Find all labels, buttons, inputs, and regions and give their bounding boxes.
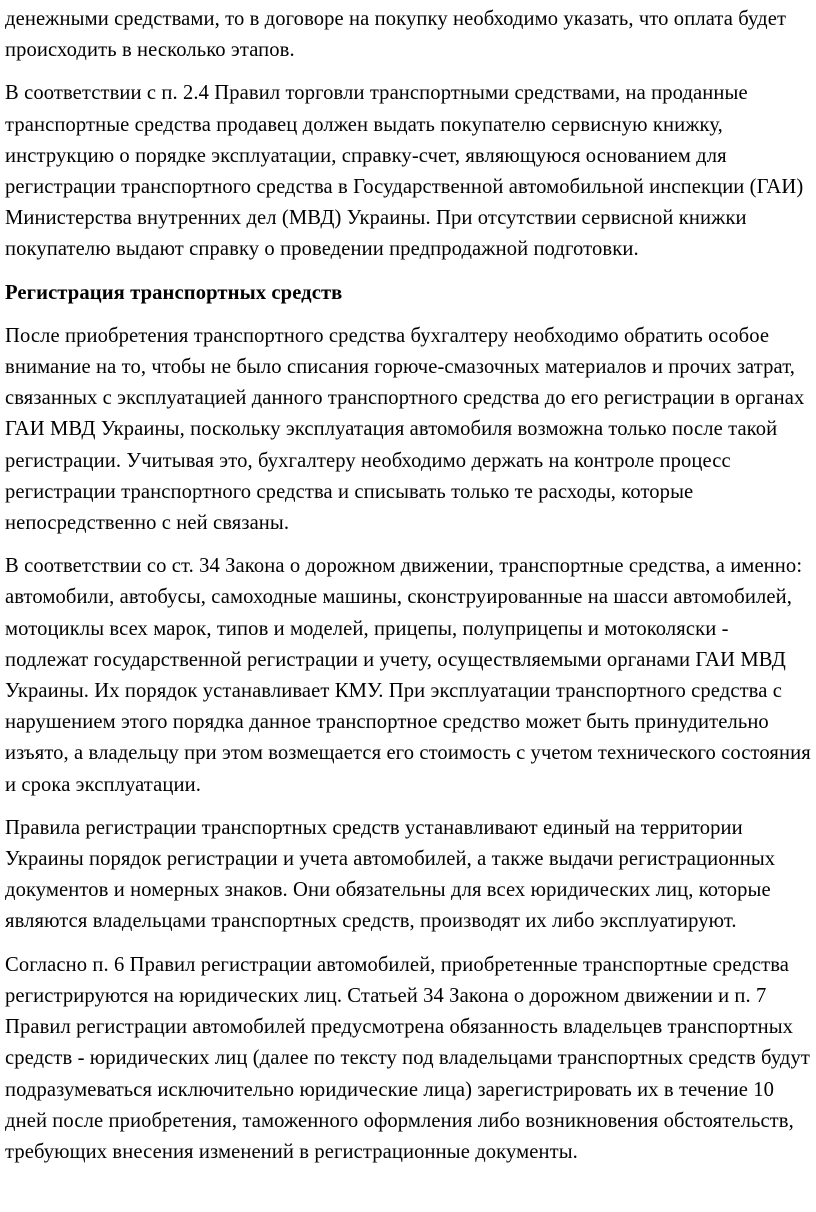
paragraph-registration-rules: Правила регистрации транспортных средств устанавливают единый на территории Украины порядок регистрации и учета автомобилей, а также выдачи регистрационных документов и номерных знаков. Они обязательны для всех юридических лиц, которые являются владельцами транспортных средств, производят их либо эксплуатируют. — [5, 816, 776, 933]
paragraph-sales-rules: В соответствии с п. 2.4 Правил торговли транспортными средствами, на проданные транспортные средства продавец должен выдать покупателю сервисную книжку, инструкцию о порядке эксплуатации, справку-счет, являющуюся основанием для регистрации транспортного средства в Государственной автомобильной инспекции (ГАИ) Министерства внутренних дел (МВД) Украины. При отсутствии сервисной книжки покупателю выдают справку о проведении предпродажной подготовки. — [5, 82, 804, 261]
section-heading-registration: Регистрация транспортных средств — [5, 281, 343, 304]
paragraph-accountant-attention: После приобретения транспортного средства бухгалтеру необходимо обратить особое внимание на то, чтобы не было списания горюче-смазочных материалов и прочих затрат, связанных с эксплуатацией данного транспортного средства до его регистрации в органах ГАИ МВД Украины, поскольку эксплуатация автомобиля возможна только после такой регистрации. Учитывая это, бухгалтеру необходимо держать на контроле процесс регистрации транспортного средства и списывать только те расходы, которые непосредственно с ней связаны. — [5, 324, 805, 535]
paragraph-traffic-law: В соответствии со ст. 34 Закона о дорожном движении, транспортные средства, а именно: автомобили, автобусы, самоходные машины, сконструированные на шасси автомобилей, мотоциклы всех марок, типов и моделей, прицепы, полуприцепы и мотоколяски - подлежат государственной регистрации и учету, осуществляемыми органами ГАИ МВД Украины. Их порядок устанавливает КМУ. При эксплуатации транспортного средства с нарушением этого порядка данное транспортное средство может быть принудительно изъято, а владельцу при этом возмещается его стоимость с учетом технического состояния и срока эксплуатации. — [5, 555, 811, 796]
paragraph-payment-stages: денежными средствами, то в договоре на покупку необходимо указать, что оплата будет происходить в несколько этапов. — [5, 8, 787, 62]
paragraph-legal-entities: Согласно п. 6 Правил регистрации автомобилей, приобретенные транспортные средства регистрируются на юридических лиц. Статьей 34 Закона о дорожном движении и п. 7 Правил регистрации автомобилей предусмотрена обязанность владельцев транспортных средств - юридических лиц (далее по тексту под владельцами транспортных средств будут подразумеваться исключительно юридические лица) зарегистрировать их в течение 10 дней после приобретения, таможенного оформления либо возникновения обстоятельств, требующих внесения изменений в регистрационные документы. — [5, 953, 810, 1163]
